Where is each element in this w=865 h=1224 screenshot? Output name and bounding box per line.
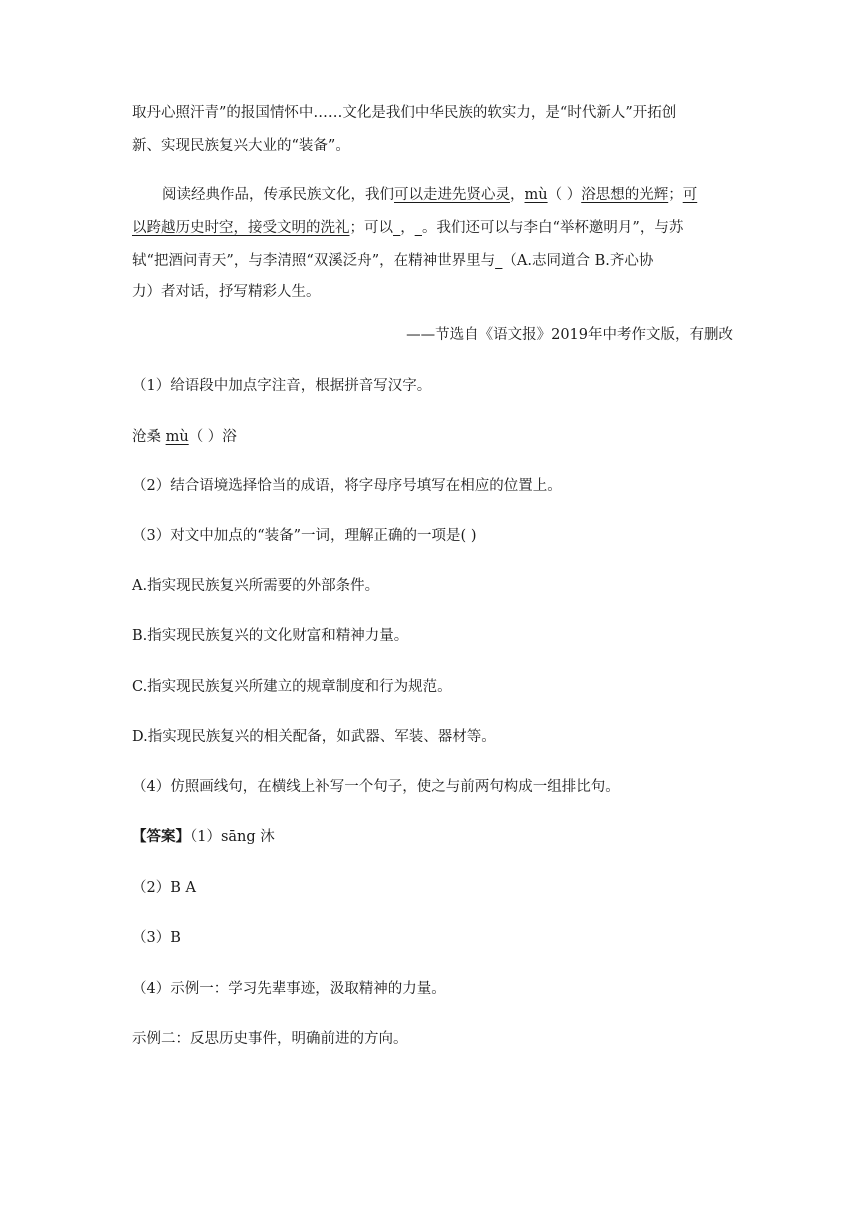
- passage-text: ；可以: [349, 220, 393, 236]
- passage-line: [132, 136, 350, 156]
- passage-text: 新、实现民族复兴大业的“装备”。: [132, 138, 350, 154]
- question-4: [132, 777, 620, 797]
- passage-text: ，: [510, 187, 525, 203]
- question-1-item: [132, 427, 237, 447]
- answer-text: （4）示例一：学习先辈事迹，汲取精神的力量。: [132, 981, 446, 997]
- answer-text: （1）sāng 沐: [190, 829, 275, 845]
- pinyin-text: mù: [524, 187, 548, 203]
- underlined-sentence: 可以走进先贤心灵: [394, 187, 510, 203]
- passage-text: 轼“把酒问青天”，与李清照“双溪泛舟”，在精神世界里与: [132, 253, 496, 269]
- passage-line: [132, 218, 683, 238]
- passage-text: 力）者对话，抒写精彩人生。: [132, 284, 321, 300]
- answer-4: [132, 979, 446, 999]
- question-text: （2）结合语境选择恰当的成语，将字母序号填写在相应的位置上。: [132, 478, 562, 494]
- passage-line: [132, 103, 676, 123]
- question-text: 沧桑: [132, 429, 166, 445]
- underlined-sentence: 可: [682, 187, 698, 203]
- option-b: [132, 626, 408, 646]
- question-3: [132, 526, 476, 546]
- answer-4-example-2: [132, 1029, 408, 1049]
- passage-text: 。我们还可以与李白“举杯邀明月”，与苏: [422, 220, 684, 236]
- answer-text: （2）B A: [132, 880, 196, 896]
- option-c: [132, 677, 452, 697]
- passage-text: ，: [400, 220, 415, 236]
- source-citation: [406, 325, 733, 345]
- passage-text: ；: [668, 187, 683, 203]
- answer-text: （3）B: [132, 930, 181, 946]
- question-text: （1）给语段中加点字注音，根据拼音写汉字。: [132, 378, 432, 394]
- underlined-sentence: 浴思想的光辉: [581, 187, 669, 203]
- answer-blank: （ ）浴: [188, 429, 237, 445]
- question-2: [132, 476, 562, 496]
- fill-blank: _: [414, 220, 422, 236]
- passage-text: 取丹心照汗青”的报国情怀中……文化是我们中华民族的软实力，是“时代新人”开拓创: [132, 105, 677, 121]
- answer-2: [132, 878, 196, 898]
- option-d: [132, 727, 496, 747]
- underlined-sentence: 以跨越历史时空，接受文明的洗礼: [132, 220, 350, 236]
- answer-3: [132, 928, 181, 948]
- fill-blank: _: [495, 253, 503, 269]
- question-text: （3）对文中加点的“装备”一词，理解正确的一项是( ): [132, 528, 477, 544]
- question-1: [132, 376, 431, 396]
- option-text: A.指实现民族复兴所需要的外部条件。: [132, 578, 380, 594]
- option-text: B.指实现民族复兴的文化财富和精神力量。: [132, 628, 409, 644]
- option-a: [132, 576, 379, 596]
- option-text: D.指实现民族复兴的相关配备，如武器、军装、器材等。: [132, 729, 496, 745]
- pinyin-text: mù: [165, 429, 189, 445]
- option-text: C.指实现民族复兴所建立的规章制度和行为规范。: [132, 679, 452, 695]
- passage-text: （A.志同道合 B.齐心协: [502, 253, 654, 269]
- passage-line: [132, 251, 653, 271]
- answer-1: [132, 827, 275, 847]
- passage-text: 阅读经典作品，传承民族文化，我们: [162, 187, 394, 203]
- answer-text: 示例二：反思历史事件，明确前进的方向。: [132, 1031, 408, 1047]
- answer-label: 【答案】: [132, 828, 190, 845]
- source-text: ——节选自《语文报》2019年中考作文版，有删改: [406, 327, 733, 343]
- answer-blank: （ ）: [547, 187, 582, 203]
- question-text: （4）仿照画线句，在横线上补写一个句子，使之与前两句构成一组排比句。: [132, 779, 620, 795]
- fill-blank: _: [393, 220, 401, 236]
- passage-line: [132, 282, 321, 302]
- passage-line: [162, 185, 697, 205]
